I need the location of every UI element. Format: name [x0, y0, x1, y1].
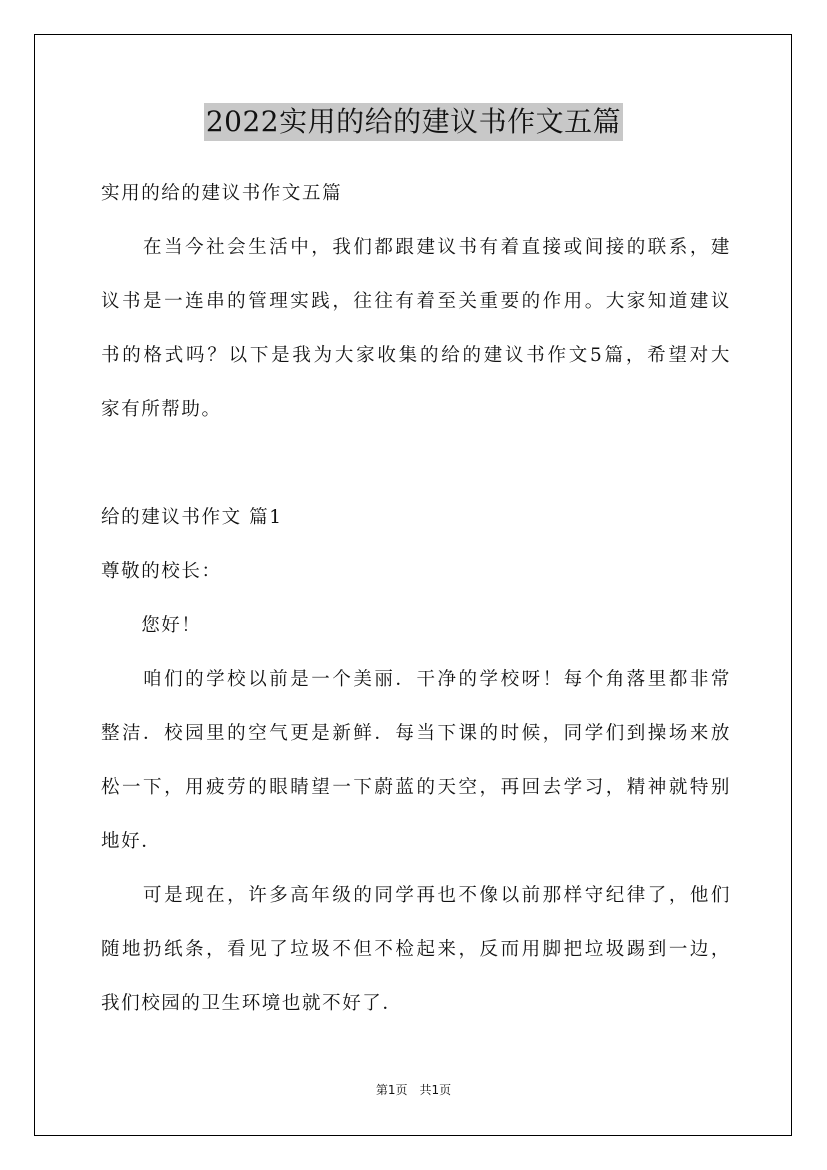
- document-title: 2022实用的给的建议书作文五篇: [204, 103, 623, 141]
- paragraph-line: 在当今社会生活中，我们都跟建议书有着直接或间接的联系，建: [101, 237, 731, 258]
- paragraph-line: 可是现在，许多高年级的同学再也不像以前那样守纪律了，他们: [101, 885, 731, 906]
- section-heading: 给的建议书作文 篇1: [101, 507, 283, 528]
- paragraph-line: 松一下，用疲劳的眼睛望一下蔚蓝的天空，再回去学习，精神就特别: [101, 777, 731, 798]
- paragraph-line: 随地扔纸条，看见了垃圾不但不检起来，反而用脚把垃圾踢到一边，: [101, 939, 731, 960]
- subtitle-line: 实用的给的建议书作文五篇: [101, 183, 343, 204]
- salutation: 尊敬的校长：: [101, 561, 222, 582]
- page-number-footer: 第1页 共1页: [375, 1083, 452, 1097]
- paragraph-line: 家有所帮助。: [101, 399, 222, 420]
- paragraph-line: 我们校园的卫生环境也就不好了．: [101, 993, 403, 1014]
- greeting: 您好！: [101, 615, 202, 636]
- paragraph-line: 书的格式吗？以下是我为大家收集的给的建议书作文5篇，希望对大: [101, 345, 731, 366]
- paragraph-line: 整洁．校园里的空气更是新鲜．每当下课的时候，同学们到操场来放: [101, 723, 731, 744]
- title-block: [0, 103, 827, 141]
- paragraph-line: 地好．: [101, 831, 162, 852]
- paragraph-line: 议书是一连串的管理实践，往往有着至关重要的作用。大家知道建议: [101, 291, 731, 312]
- paragraph-line: 咱们的学校以前是一个美丽．干净的学校呀！每个角落里都非常: [101, 669, 731, 690]
